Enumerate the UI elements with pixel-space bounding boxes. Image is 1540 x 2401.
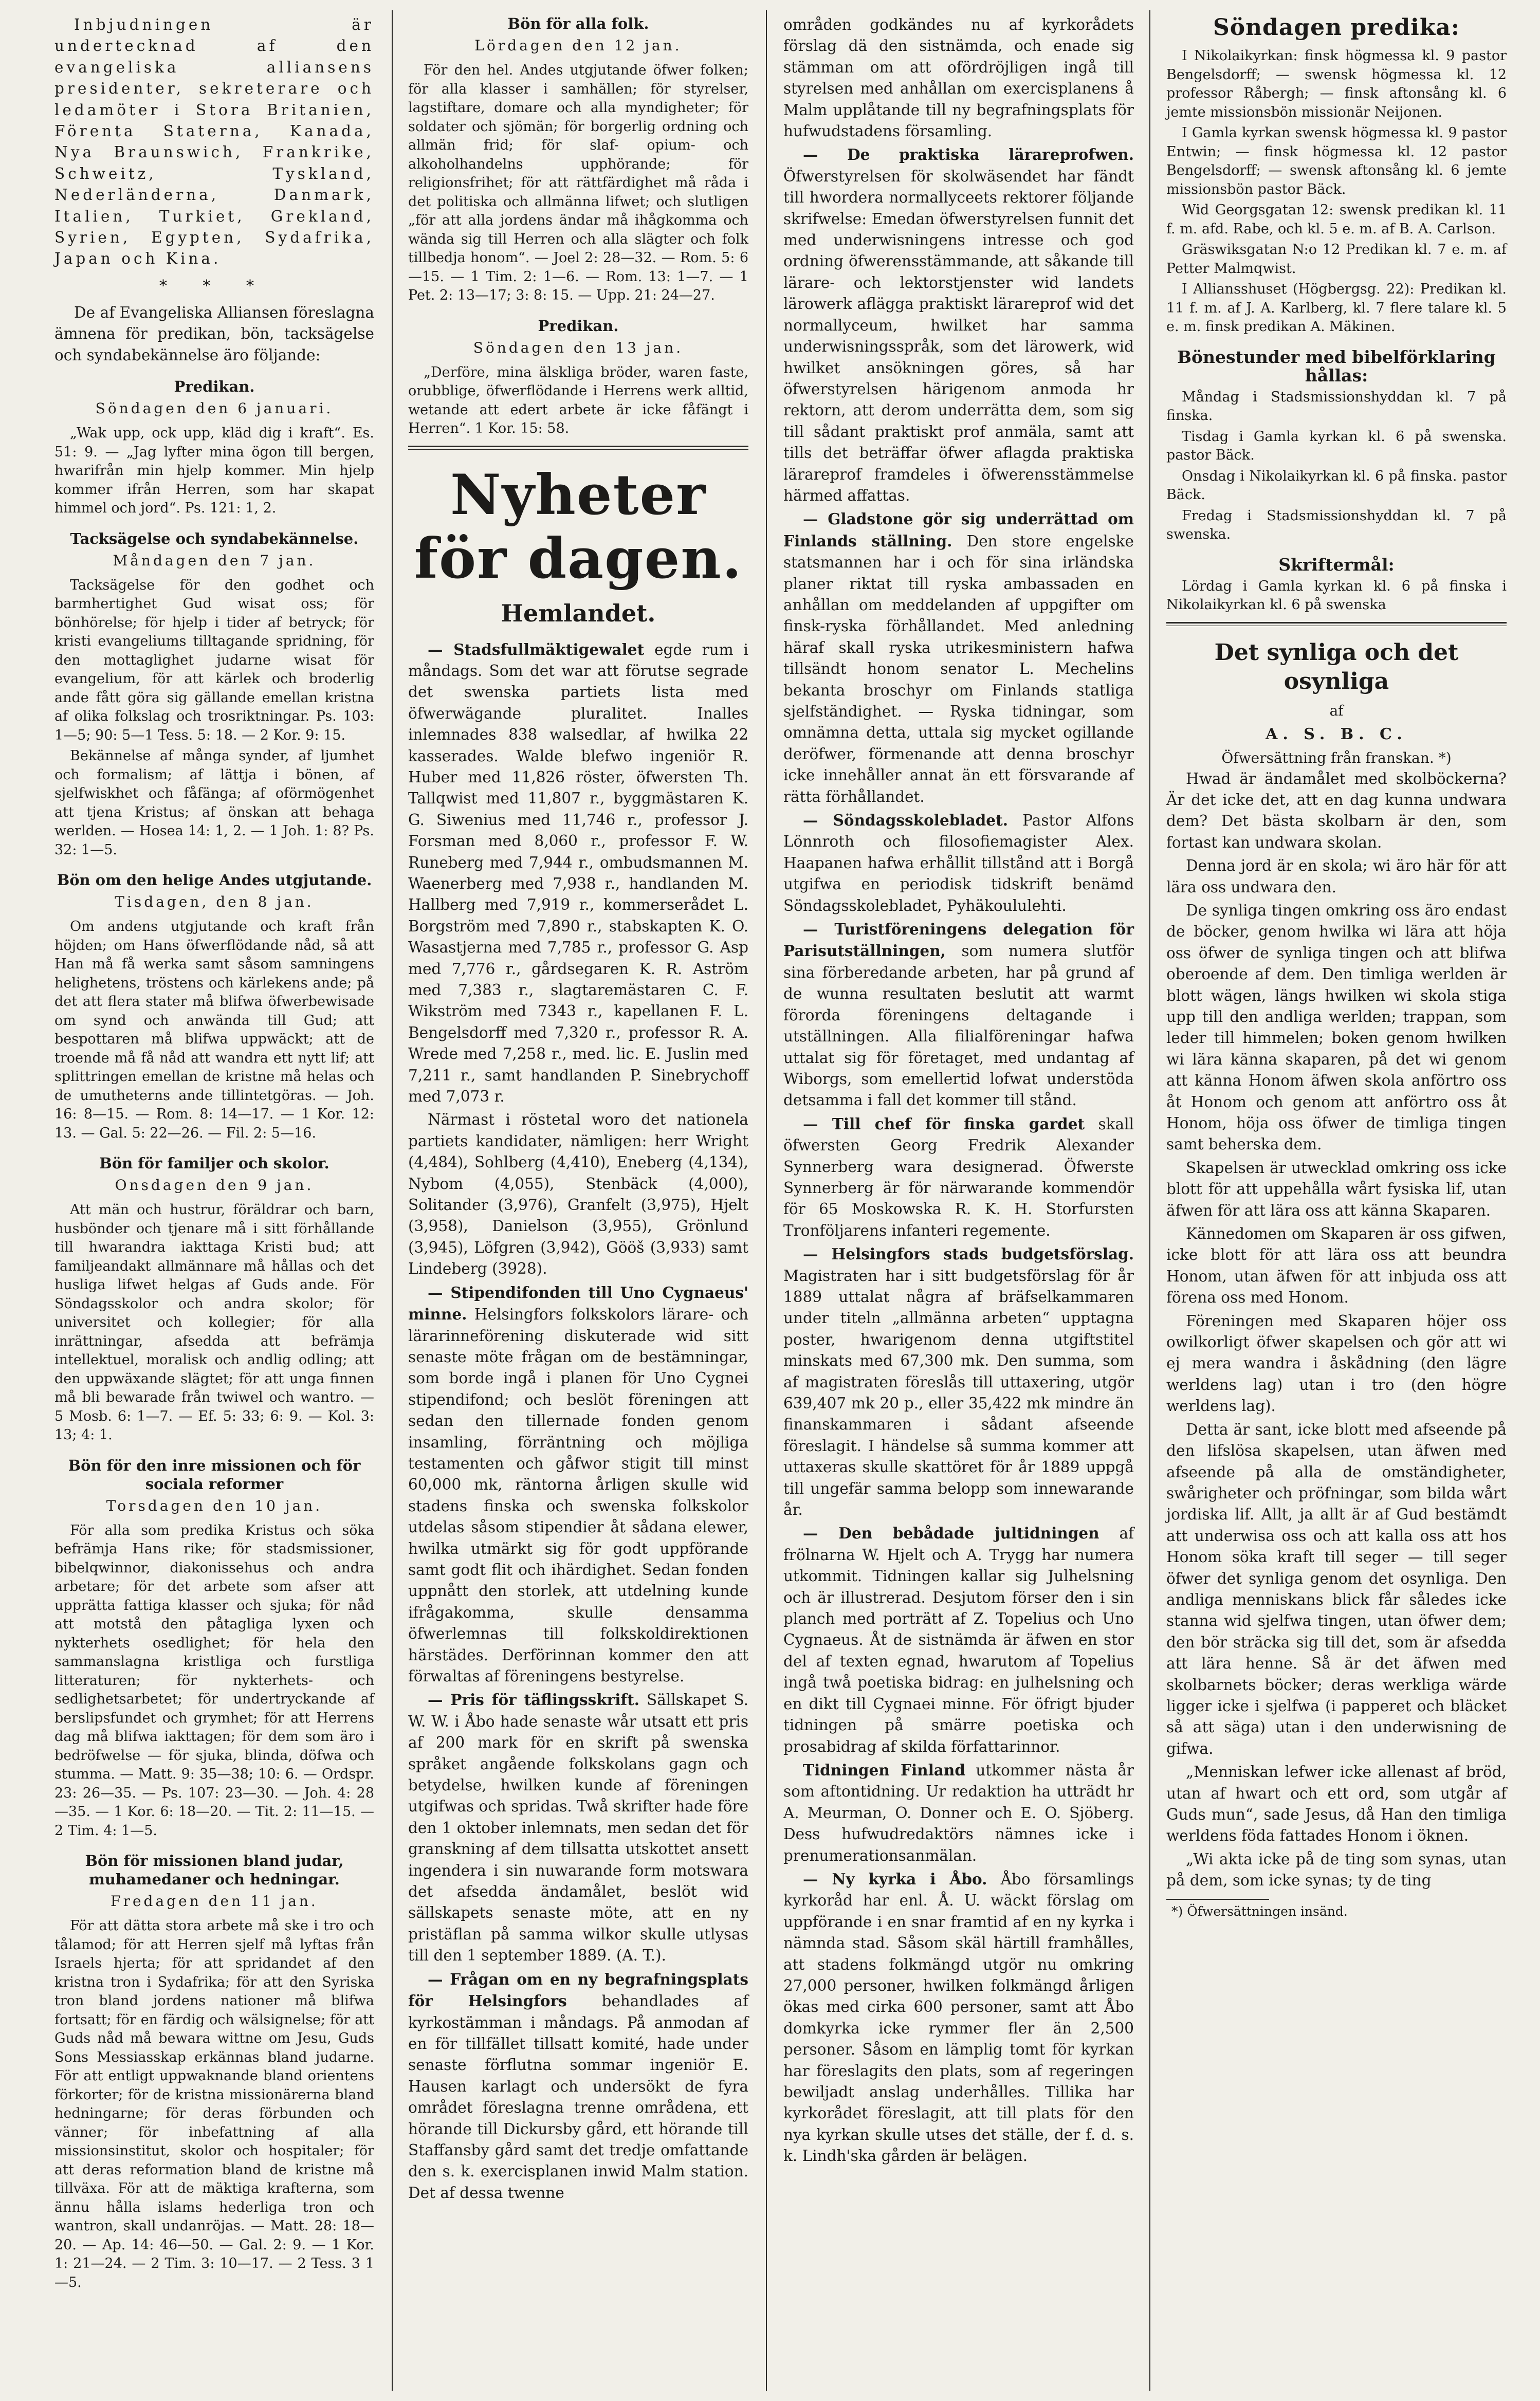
news-headline: — Den bebådade jultidningen [803,1524,1099,1543]
service-item: I Gamla kyrkan swensk högmessa kl. 9 pastor Entwin; — finsk högmessa kl. 12 pastor Bengelsdorff; — swensk aftonsång kl. 6 jemte missionsbön pastor Bäck. [1166,125,1507,197]
date-ande: Tisdagen, den 8 jan. [115,893,314,911]
news-headline: — Frågan om en ny begrafningsplats för Helsingfors [408,1970,748,2010]
essay-paragraph: Skapelsen är utwecklad omkring oss icke blott för att uppehålla wårt fysiska lif, utan äfwen för att lära oss att känna Skaparen. [1166,1159,1507,1219]
essay-paragraph: Hwad är ändamålet med skolböckerna? Är det icke det, att en dag kunna undwara dem? Det bästa skolbarn är den, som fortast kan undwara skolan. [1166,769,1507,851]
service-item: Gräswiksgatan N:o 12 Predikan kl. 7 e. m. af Petter Malmqwist. [1166,242,1507,277]
heading-yttre-mission: Bön för missionen bland judar, muhamedaner och hedningar. [85,1852,344,1889]
news-headline: — Ny kyrka i Åbo. [803,1870,987,1888]
column-1 [47,14,381,2391]
footnote: *) Öfwersättningen insänd. [1171,1903,1348,1919]
date-alla-folk: Lördagen den 12 jan. [474,37,682,54]
essay-paragraph: „Menniskan lefwer icke allenast af bröd, utan af hwart och ett ord, som utgår af Guds mun“, sade Jesus, då Han den timliga werldens föda fattades Honom i öknen. [1166,1763,1507,1845]
news-text: Närmast i röstetal woro det nationela partiets kandidater, nämligen: herr Wright (4,484), Sohlberg (4,410), Eneberg (4,134), Nybom (4,055), Stenbäck (4,000), Solitander (3,976), Granfelt (3,975), Hjelt (3,958), Danielson (3,955), Grönlund (3,945), Löfgren (3,942), Gööš (3,933) samt Lindeberg (3928). [408,1111,748,1278]
news-text: Öfwerstyrelsen för skolwäsendet har fändt till hwordera normallyceets rektorer följande skrifwelse: Emedan öfwerstyrelsen funnit det med underwisningens intresse och god ordning öfwerensstämmande, att såkande till lärare- och lektorstjenster wid landets lärowerk aflägga praktiskt lärareprof wid det normallyceum, hwilket har samma underwisningsspråk, som det lärowerk, wid hwilket ansökningen göres, så har öfwerstyrelsen härigenom anmoda hr rektorn, att derom underrätta dem, som sig till sådant praktiskt prof anmäla, samt att tills det beträffar öfwer aflagda praktiska lärareprof framdeles i öfwerensstämmelse härmed affattas. [783,167,1134,504]
prayer-heading: Bönestunder med bibelförklaring hållas: [1177,346,1496,386]
date-familjer: Onsdagen den 9 jan. [115,1177,314,1194]
heading-predikan: Predikan. [174,378,255,396]
news-headline: Tidningen Finland [803,1761,965,1779]
news-headline: — De praktiska lärareprofwen. [803,145,1134,164]
news-headline: — Söndagsskolebladet. [803,811,1008,830]
intro-paragraph-2: De af Evangeliska Alliansen föreslagna ämnena för predikan, bön, tacksägelse och syndabekännelse äro följande: [54,303,374,364]
column-rule [1149,10,1150,2391]
heading-tacksagelse: Tacksägelse och syndabekännelse. [70,529,359,547]
heading-inre-mission: Bön för den inre missionen och för sociala reformer [68,1456,361,1493]
heading-alla-folk: Bön för alla folk. [507,15,649,32]
news-text: Åbo församlings kyrkoråd har enl. Å. U. wäckt förslag om uppförande i en snar framtid af en ny kyrka i nämnda stad. Såsom skäl härtill framhålles, att stadens folkmängd utgör nu omkring 27,000 personer, hwilken folkmängd årligen ökas med cirka 600 personer, samt att Åbo domkyrka icke rymmer fler än 2,500 personer. Såsom en lämplig tomt för kyrkan har föreslagits den plats, som af regeringen bewiljadt anslag underhålles. Tillika har kyrkorådet föreslagit, att till plats för den nya kyrkan skulle utses det ställe, der f. d. s. k. Lindh'ska gården är belägen. [783,1870,1134,2165]
news-headline: — Turistföreningens delegation för Parisutställningen, [783,920,1134,960]
news-headline: — Till chef för finska gardet [803,1114,1085,1133]
text-tacksagelse-1: Tacksägelse för den godhet och barmhertighet Gud wisat oss; för bönhörelse; för hjelp i tider af betryck; för kristi evangeliums tilltagande spridning, för den mottaglighet judarne wisat för evangelium, för att kärlek och broderlig ande fått göra sig gällande emellan kristna af olika folkslag och trosriktningar. Ps. 103: 1—5; 90: 5—1 Tess. 5: 18. — 2 Kor. 9: 15. [54,577,374,743]
column-2 [401,14,756,2391]
news-text: behandlades af kyrkostämman i måndags. På anmodan af en för tillfället tillsatt komité, hade under senaste förflutna sommar ingeniör E. Hausen karlagt och undersökt de fyra området föreslagna trenne områdena, ett hörande till Dickursby gård, ett hörande till Staffansby gård samt det tredje omfattande den s. k. exercisplanen inwid Malm station. Det af dessa twenne [408,1992,748,2202]
prayer-item: Fredag i Stadsmissionshyddan kl. 7 på swenska. [1166,507,1507,542]
text-alla-folk: För den hel. Andes utgjutande öfwer folken; för alla klasser i samhällen; för styrelser, lagstiftare, domare och alla myndigheter; för soldater och sjömän; för borgerlig ordning och allmän frid; för slaf- opium- och alkoholhandelns upphörande; för religionsfrihet; för att rättfärdighet må råda i det politiska och allmänna lifwet; och slutligen „för att alla jordens ändar må ihågkomma och wända sig till Herren och alla slägter och folk tillbedja honom“. — Joel 2: 28—32. — Rom. 5: 6—15. — 1 Tim. 2: 1—6. — Rom. 13: 1—7. — 1 Pet. 2: 13—17; 3: 8: 15. — Upp. 21: 24—27. [408,62,748,303]
section-hemlandet: Hemlandet. [501,599,656,627]
date-predikan-2: Söndagen den 13 jan. [473,339,684,356]
news-headline: — Gladstone gör sig underrättad om Finlands ställning. [783,510,1134,550]
essay-paragraph: Denna jord är en skola; wi äro här för att lära oss undwara den. [1166,857,1507,896]
news-headline: — Stadsfullmäktigewalet [428,640,645,658]
news-text: Magistraten har i sitt budgetsförslag för år 1889 uttalat några af bräfselkammaren under titeln „allmänna arbeten“ upptagna poster, hwarigenom denna utgiftstitel minskats med 67,300 mk. Den summa, som af magistraten föreslås till uttaxering, utgör 639,407 mk 20 p., eller 35,422 mk mindre än finanskammaren i sådant afseende föreslagit. I händelse så summa kommer att uttaxeras skulle skattöret för år 1889 uppgå till ungefär samma belopp som innewarande år. [783,1267,1134,1519]
confession-heading: Skriftermål: [1278,554,1395,575]
essay-paragraph: Detta är sant, icke blott med afseende på den lifslösa skapelsen, utan äfwen med afseende på alla de omständigheter, swårigheter och pröfningar, som bilda wårt jordiska lif. Allt, ja allt är af Gud bestämdt att underwisa oss och att kalla oss att hos Honom söka kraft till seger — till seger öfwer det synliga genom det osynliga. Den andliga menniskans blick får således icke stanna wid sjelfwa tingen, utan öfwer dem; den bör sträcka sig till det, som är afsedda att lära henne. Så är det äfwen med skolbarnets böcker; deras werkliga wärde ligger icke i sjelfwa (i papperet och bläcket så att säga) utan i den underwisning de gifwa. [1166,1420,1507,1757]
essay-paragraph: „Wi akta icke på de ting som synas, utan på dem, som icke synas; ty de ting [1166,1850,1507,1890]
news-headline: — Pris för täflingsskrift. [428,1691,640,1709]
news-text: Sällskapet S. W. W. i Åbo hade senaste wår utsatt ett pris af 200 mark för en skrift på swenska språket angående folkskolans gagn och betydelse, hwilken kunde af föreningen utgifwas och spridas. Twå skrifter hade före den 1 oktober inlemnats, men sedan det för granskning af dem tillsatta utskottet ansett ingendera i sin nuwarande form motswara det afsedda ändamålet, beslöt wid sällskapets senaste möte, att en ny pristäflan på samma wilkor skulle utlysas till den 1 september 1889. (A. T.). [408,1691,748,1965]
text-inre-mission: För alla som predika Kristus och söka befrämja Hans rike; för stadsmissioner, bibelqwinnor, diakonissehus och andra arbetare; för det arbete som afser att upprätta fattiga klasser och sjuka; för nåd att motstå den påtagliga lyxen och nykterhets osedlighet; för hela den sammanslagna kristliga och furstliga litteraturen; för nykterhets- och sedlighetsarbetet; för undertryckande af berslipsfundet och grymhet; för att Herrens dag må blifwa iakttagen; för dem som äro i bedröfwelse — för sjuka, blinda, döfwa och stumma. — Matt. 9: 35—38; 10: 6. — Ordspr. 23: 26—35. — Ps. 107: 23—30. — Joh. 4: 28—35. — 1 Kor. 6: 18—20. — Tit. 2: 11—15. — 2 Tim. 4: 1—5. [54,1522,374,1839]
prayer-item: Måndag i Stadsmissionshyddan kl. 7 på finska. [1166,389,1507,424]
news-text: Pastor Alfons Lönnroth och filosofiemagister Alex. Haapanen hafwa erhållit tillstånd att i Borgå utgifwa en periodisk tidskrift benämd Söndagsskolebladet, Pyhäkoululehti. [783,812,1134,914]
column-rule [392,10,393,2391]
essay-paragraph: Föreningen med Skaparen höjer oss owilkorligt öfwer skapelsen och gör att wi ej mera wandra i åskådning (den lägre werldens lag) utan i tro (den högre werldens lag). [1166,1312,1507,1415]
section-stars: * * * [159,277,270,295]
text-ande: Om andens utgjutande och kraft från höjden; om Hans öfwerflödande nåd, så att Han må få werka samt såsom samningens helighetens, tröstens och kärlekens ande; på det att flera stater må blifwa öfwerbewisade om synd och anwända till Gud; att bespottaren må blifwa uppwäckt; att de troende må få nåd att wandra ett nytt lif; att splittringen emellan de kristne må helas och de umutheterns ande tillintetgöras. — Joh. 16: 8—15. — Rom. 8: 14—17. — 1 Kor. 12: 13. — Gal. 5: 22—26. — Fil. 2: 5—16. [54,919,374,1141]
heading-ande: Bön om den helige Andes utgjutande. [57,871,372,889]
column-4 [1159,14,1514,2391]
date-yttre-mission: Fredagen den 11 jan. [111,1893,318,1910]
service-item: I Alliansshuset (Högbergsg. 22): Predikan kl. 11 f. m. af J. A. Karlberg, kl. 7 flere talare kl. 5 e. m. finsk predikan A. Mäkinen. [1166,281,1507,335]
sunday-heading: Söndagen predika: [1213,14,1460,41]
news-text: egde rum i måndags. Som det war att förutse segrade det swenska partiets lista med öfwerwägande pluralitet. Inalles inlemnades 838 walsedlar, af hwilka 22 kasserades. Walde blefwo ingeniör R. Huber med 11,826 röster, öfwersten Th. Tallqwist med 11,807 r., byggmästaren K. G. Siwenius med 11,746 r., professor J. Forsman med 8,060 r., professor F. W. Runeberg med 7,944 r., ombudsmannen M. Waenerberg med 7,938 r., handlanden M. Hallberg med 7,919 r., kommerserådet L. Borgström med 7,890 r., stabskapten K. O. Wasastjerna med 7,785 r., professor G. Asp med 7,776 r., gårdsegaren K. R. Aström med 7,383 r., slagtaremästaren C. F. Wikström med 7343 r., kapellanen F. L. Bengelsdorff med 7,320 r., professor R. A. Wrede med 7,258 r., med. lic. E. Juslin med 7,211 r., samt handlanden P. Sinebrychoff med 7,073 r. [408,640,748,1106]
text-predikan: „Wak upp, ock upp, kläd dig i kraft“. Es. 51: 9. — „Jag lyfter mina ögon till bergen, hwarifrån min hjelp kommer. Min hjelp kommer ifrån Herren, som har skapat himmel och jord“. Ps. 121: 1, 2. [54,425,374,517]
column-3 [776,14,1141,2391]
date-inre-mission: Torsdagen den 10 jan. [106,1497,323,1514]
essay-translation-note: Öfwersättning från franskan. *) [1221,749,1452,766]
heading-familjer: Bön för familjer och skolor. [99,1154,329,1172]
essay-rule [1166,622,1507,626]
essay-paragraph: De synliga tingen omkring oss äro endast de böcker, genom hwilka wi lära att höja oss öfwer de synliga tingen och att blifwa oberoende af dem. Den timliga werlden är blott wägen, längs hwilken wi skola stiga upp till den andliga werlden; trappan, som leder till himmelen; boken genom hwilken wi lära känna skaparen, på det wi genom att känna Honom äfwen skola anförtro oss åt Honom och genom att anförtro oss åt Honom, höja oss öfwer de timliga tingen samt beherska dem. [1166,901,1507,1153]
heading-predikan-2: Predikan. [538,317,619,335]
essay-paragraph: Kännedomen om Skaparen är oss gifwen, icke blott för att lära oss att beundra Honom, utan äfwen för att inbjuda oss att förena oss med Honom. [1166,1225,1507,1307]
essay-author: A. S. B. C. [1266,725,1407,743]
news-headline: — Helsingfors stads budgetsförslag. [803,1245,1134,1263]
confession-item: Lördag i Gamla kyrkan kl. 6 på finska i Nikolaikyrkan kl. 6 på swenska [1166,578,1507,613]
news-text: områden godkändes nu af kyrkorådets förslag dä den sistnämda, och enade sig stämman om att ofördröjligen ingå till styrelsen med anhållan om exercisplanens å Malm upplåtande till ny begrafningsplats för hufwudstadens församling. [783,16,1134,140]
text-familjer: Att män och hustrur, föräldrar och barn, husbönder och tjenare må i sitt förhållande till hwarandra iakttaga Kristi bud; att familjeandakt allmännare må hållas och det husliga lifwet helgas af Guds ande. För Söndagsskolor och andra skolor; för universitet och kollegier; för alla inrättningar, afsedda att befrämja intellektuel, moralisk och andlig odling; att den uppwäxande slägtet; för att unga finnen må bli bewarade från twiwel och wantro. — 5 Mosb. 6: 1—7. — Ef. 5: 33; 6: 9. — Kol. 3: 13; 4: 1. [54,1202,374,1443]
news-text: skall öfwersten Georg Fredrik Alexander Synnerberg wara designerad. Öfwerste Synnerberg är för närwarande kommendör för 65 Moskowska R. K. H. Storfursten Tronföljarens infanteri regemente. [783,1115,1134,1239]
essay-af: af [1329,702,1344,719]
news-text: utkommer nästa år som aftontidning. Ur redaktion ha utträdt hr A. Meurman, O. Donner och E. O. Sjöberg. Dess hufwudredaktörs nämnes icke i prenumerationsanmälan. [783,1761,1134,1864]
prayer-item: Tisdag i Gamla kyrkan kl. 6 på swenska. pastor Bäck. [1166,428,1507,463]
column-rule [766,10,767,2391]
news-text: Helsingfors folkskolors lärare- och lärarinneförening diskuterade wid sitt senaste möte frågan om de bestämningar, som borde ingå i planen för Uno Cygnei stipendifond; och beslöt föreningen att sedan den tillernade fonden genom insamling, förräntning och möjliga testamenten och gåfwor stigit till minst 60,000 mk, räntorna årligen skulle wid stadens finska och swenska folkskolor utdelas såsom stipendier åt sådana elewer, hwilka utmärkt sig för godt uppförande samt godt flit och ihärdighet. Sedan fonden uppnått den storlek, att utdelning kunde ifrågakomma, skulle densamma öfwerlemnas till folkskoldirektionen härstädes. Derförinnan kommer den att förwaltas af föreningens bestyrelse. [408,1306,748,1685]
news-text: af frölnarna W. Hjelt och A. Trygg har numera utkommit. Tidningen kallar sig Julhelsning och är illustrerad. Desjutom förser den i sin planch med porträtt af Z. Topelius och Uno Cygnaeus. Åt de sistnämda är äfwen en stor del af texten egnad, hwarutom af Topelius ingå twå poetiska bidrag: en julhelsning och en dikt till Cygnaei minne. För öfrigt bjuder tidningen på smärre poetiska och prosabidrag af skilda författarinnor. [783,1525,1134,1755]
text-predikan-2: „Derföre, mina älskliga bröder, waren faste, orubblige, öfwerflödande i Herrens werk alltid, wetande att edert arbete är icke fåfängt i Herren“. 1 Kor. 15: 58. [408,364,748,436]
footnote-rule [1166,1899,1269,1900]
news-headline: — Stipendifonden till Uno Cygnaeus' minne. [408,1283,748,1324]
news-text: som numera slutför sina förberedande arbeten, har på grund af de wunna resultaten beslutit att warmt förorda föreningens deltagande i utställningen. Alla filialföreningar hafwa uttalat sig för företaget, med undantag af Wiborgs, som emellertid lofwat understöda detsamma i fall det kommer till stånd. [783,942,1134,1109]
prayer-item: Onsdag i Nikolaikyrkan kl. 6 på finska. pastor Bäck. [1166,468,1507,503]
service-item: I Nikolaikyrkan: finsk högmessa kl. 9 pastor Bengelsdorff; — swensk högmessa kl. 12 professor Råbergh; — finsk aftonsång kl. 6 jemte missionsbön missionär Neijonen. [1166,48,1507,120]
news-masthead: Nyheter för dagen. [414,462,743,591]
essay-title: Det synliga och det osynliga [1214,639,1459,694]
news-text: Den store engelske statsmannen har i och för sina irländska planer riktat till ryska ambassaden en anhållan om meddelanden af uppgifter om finsk-ryska förhållandet. Med anledning häraf skall ryska utrikesministern hafwa tillsändt honom senator L. Mechelins bekanta broschyr om Finlands statliga sjelfständighet. — Ryska tidningar, som omnämna detta, uttala sig mycket ogillande deröfwer, förmenande att denna broschyr icke innehåller annat än ett försvarande af rätta förhållandet. [783,532,1134,805]
text-tacksagelse-2: Bekännelse af många synder, af ljumhet och formalism; af lättja i bönen, af sjelfwiskhet och fåfänga; af oförmögenhet att tjena Kristus; af önskan att behaga werlden. — Hosea 14: 1, 2. — 1 Joh. 1: 8? Ps. 32: 1—5. [54,748,374,858]
date-tacksagelse: Måndagen den 7 jan. [113,552,316,569]
text-yttre-mission: För att dätta stora arbete må ske i tro och tålamod; för att Herren sjelf må lyftas från Israels hjerta; för att spridandet af den kristna tron i Sydafrika; för att den Syriska tron bland jordens nationer må blifwa fortsatt; för en färdig och wälsignelse; för att Guds nåd må bewara wittne om Jesu, Guds Sons Messiasskap erkännas bland judarne. För att entligt uppwaknande bland orientens förkorter; för de kristna missionärerna bland hedningarne; för deras förbunden och vänner; för inbefattning af alla missionsinstitut, skolor och hospitaler; för att deras reformation bland de kristne må tillväxa. För att de mäktiga krafterna, som ännu hålla islams hederliga tron och wantron, skall undanröjas. — Matt. 28: 18—20. — Ap. 14: 46—50. — Gal. 2: 9. — 1 Kor. 1: 21—24. — 2 Tim. 3: 10—17. — 2 Tess. 3 1—5. [54,1918,374,2290]
date-predikan: Söndagen den 6 januari. [95,400,334,417]
service-item: Wid Georgsgatan 12: swensk predikan kl. 11 f. m. afd. Rabe, och kl. 5 e. m. af B. A. Carlson. [1166,202,1507,237]
intro-paragraph: Inbjudningen är undertecknad af den evangeliska alliansens presidenter, sekreterare och ledamöter i Stora Britanien, Förenta Staterna, Kanada, Nya Braunswich, Frankrike, Schweitz, Tyskland, Nederländerna, Danmark, Italien, Turkiet, Grekland, Syrien, Egypten, Sydafrika, Japan och Kina. [54,16,374,268]
masthead-rule [408,446,748,450]
